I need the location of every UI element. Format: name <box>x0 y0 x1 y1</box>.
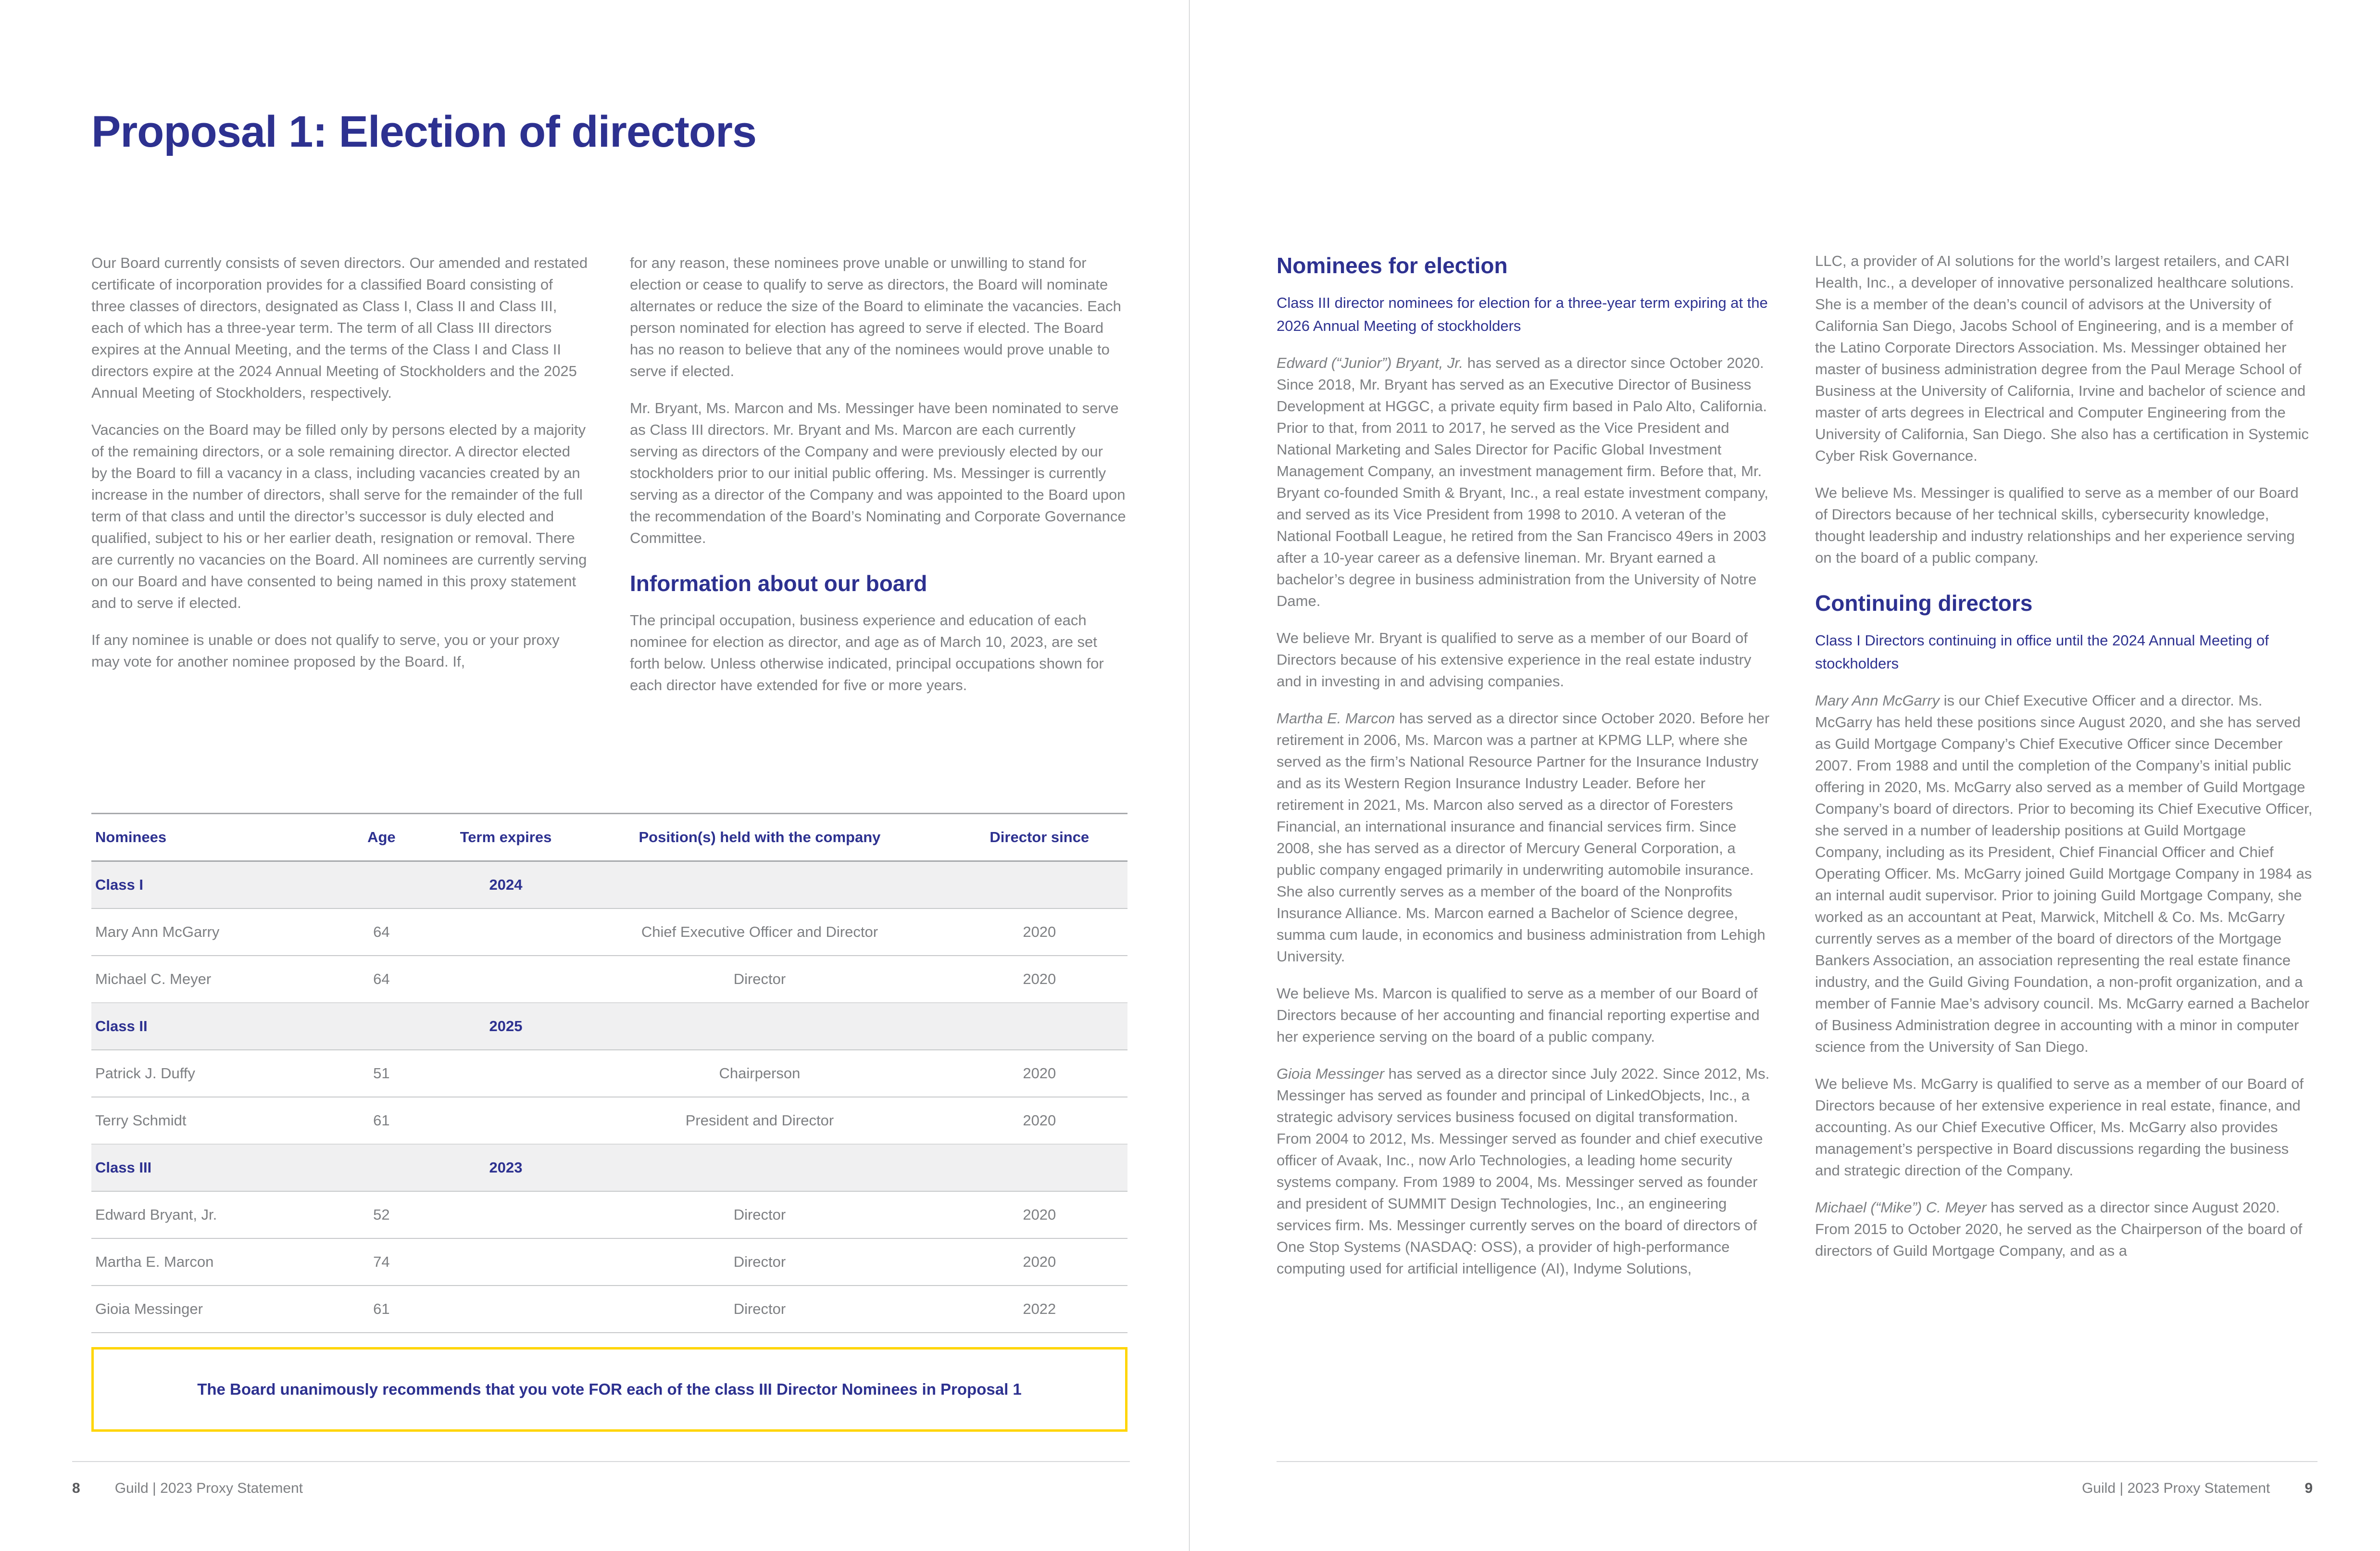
table-row <box>91 908 1127 956</box>
left-page-column-1 <box>91 252 589 711</box>
paragraph-text: We believe Mr. Bryant is qualified to serve as a member of our Board of Directors because of his extensive experience in the real estate industry and in investing in and advising companies. <box>1277 630 1752 690</box>
paragraph <box>630 397 1127 549</box>
section-heading-continuing: Continuing directors <box>1815 591 2033 616</box>
subheading-class-iii-nominees: Class III director nominees for election for a three-year term expiring at the 2026 Annual Meeting of stockholders <box>1277 294 1768 334</box>
paragraph-text: has served as a director since October 2020. Since 2018, Mr. Bryant has served as an Executive Director of Business Development at HGGC, a private equity firm based in Palo Alto, California. Prior to that, from 2011 to 2017, he served as the Vice President and National Marketing and Sales Director for Pacific Global Investment Management Company, an investment management firm. Before that, Mr. Bryant co-founded Smith & Bryant, Inc., a real estate investment company, and served as its Vice President from 1998 to 2010. A veteran of the National Football League, he retired from the San Francisco 49ers in 2003 after a 10-year career as a defensive lineman. Mr. Bryant earned a bachelor’s degree in business administration from the University of Notre Dame. <box>1277 354 1768 609</box>
paragraph <box>1815 482 2313 568</box>
paragraph <box>630 252 1127 382</box>
cell-age: 74 <box>319 1238 444 1286</box>
cell-name: Martha E. Marcon <box>91 1238 319 1286</box>
class-label: Class II <box>91 1003 319 1050</box>
cell-name: Gioia Messinger <box>91 1286 319 1333</box>
class-label: Class III <box>91 1144 319 1191</box>
cell-since: 2020 <box>952 1097 1127 1144</box>
footer-label: Guild | 2023 Proxy Statement <box>2081 1480 2270 1496</box>
table-header-row <box>91 814 1127 861</box>
paragraph-text: has served as a director since August 2020. From 2015 to October 2020, he served as the Chairperson of the board of directors of Guild Mortgage Company, and as a <box>1815 1199 2303 1259</box>
right-page-column-1 <box>1277 250 1774 1295</box>
page-title: Proposal 1: Election of directors <box>91 107 757 156</box>
paragraph <box>1277 627 1774 692</box>
cell-position: President and Director <box>568 1097 951 1144</box>
cell-since: 2020 <box>952 1238 1127 1286</box>
paragraph <box>91 419 589 614</box>
class-label: Class I <box>91 861 319 909</box>
directors-table <box>91 813 1127 1333</box>
paragraph <box>1277 983 1774 1047</box>
paragraph-text: has served as a director since July 2022. Since 2012, Ms. Messinger has served as founder and principal of LinkedObjects, Inc., a strategic advisory services business focused on digital transformation. From 2004 to 2012, Ms. Messinger served as founder and chief executive officer of Avaak, Inc., now Arlo Technologies, a leading home security systems company. From 1989 to 2004, Ms. Messinger served as founder and president of SUMMIT Design Technologies, Inc., an engineering services firm. Ms. Messinger currently serves on the board of directors of One Stop Systems (NASDAQ: OSS), a provider of high-performance computing used for artificial intelligence (AI), Indyme Solutions, <box>1277 1065 1770 1277</box>
footer-rule <box>72 1461 1130 1462</box>
page-number: 8 <box>72 1480 80 1496</box>
cell-age: 61 <box>319 1097 444 1144</box>
cell-since: 2022 <box>952 1286 1127 1333</box>
footer-rule <box>1277 1461 2317 1462</box>
cell-position: Director <box>568 1286 951 1333</box>
column-header-position: Position(s) held with the company <box>568 814 951 861</box>
paragraph <box>91 629 589 672</box>
column-header-director-since: Director since <box>952 814 1127 861</box>
table-row <box>91 1238 1127 1286</box>
recommendation-box <box>91 1347 1127 1432</box>
cell-position: Director <box>568 1191 951 1238</box>
paragraph-text: for any reason, these nominees prove unable or unwilling to stand for election or cease to qualify to serve as directors, the Board will nominate alternates or reduce the size of the Board to eliminate the vacancies. Each person nominated for election has agreed to serve if elected. The Board has no reason to believe that any of the nominees would prove unable to serve if elected. <box>630 254 1121 379</box>
cell-since: 2020 <box>952 1191 1127 1238</box>
paragraph <box>1815 250 2313 467</box>
page-left <box>0 0 1189 1551</box>
paragraph-text: Vacancies on the Board may be filled only by persons elected by a majority of the remaining directors, or a sole remaining director. A director elected by the Board to fill a vacancy in a class, including vacancies created by an increase in the number of directors, shall serve for the remainder of the full term of that class and until the director’s successor is duly elected and qualified, subject to his or her earlier death, resignation or removal. There are currently no vacancies on the Board. All nominees are currently serving on our Board and have consented to being named in this proxy statement and to serve if elected. <box>91 421 587 611</box>
cell-position: Chief Executive Officer and Director <box>568 908 951 956</box>
table-row <box>91 1191 1127 1238</box>
page-number: 9 <box>2305 1480 2313 1496</box>
column-header-term-expires: Term expires <box>444 814 568 861</box>
page-right <box>1190 0 2380 1551</box>
paragraph-text: Our Board currently consists of seven directors. Our amended and restated certificate of incorporation provides for a classified Board consisting of three classes of directors, designated as Class I, Class II and Class III, each of which has a three-year term. The term of all Class III directors expires at the Annual Meeting, and the terms of the Class I and Class II directors expire at the 2024 Annual Meeting of Stockholders and the 2025 Annual Meeting of Stockholders, respectively. <box>91 254 588 401</box>
director-name: Martha E. Marcon <box>1277 710 1395 727</box>
column-header-age: Age <box>319 814 444 861</box>
cell-age: 64 <box>319 908 444 956</box>
cell-age: 52 <box>319 1191 444 1238</box>
paragraph-text: The principal occupation, business experience and education of each nominee for election as director, and age as of March 10, 2023, are set forth below. Unless otherwise indicated, principal occupations shown for each director have extended for five or more years. <box>630 612 1104 694</box>
paragraph <box>1815 1073 2313 1181</box>
cell-name: Edward Bryant, Jr. <box>91 1191 319 1238</box>
director-name: Mary Ann McGarry <box>1815 692 1940 709</box>
paragraph <box>1277 707 1774 967</box>
paragraph-text: We believe Ms. Marcon is qualified to serve as a member of our Board of Directors because of her accounting and financial reporting expertise and her experience serving on the board of a public company. <box>1277 985 1760 1045</box>
section-heading-nominees: Nominees for election <box>1277 253 1508 278</box>
cell-position: Director <box>568 1238 951 1286</box>
paragraph <box>630 609 1127 696</box>
director-name: Michael (“Mike”) C. Meyer <box>1815 1199 1987 1216</box>
left-page-columns <box>91 252 1127 711</box>
cell-name: Terry Schmidt <box>91 1097 319 1144</box>
right-page-columns <box>1277 250 2313 1295</box>
cell-name: Michael C. Meyer <box>91 956 319 1003</box>
cell-name: Patrick J. Duffy <box>91 1050 319 1097</box>
class-term: 2023 <box>444 1144 568 1191</box>
class-term: 2025 <box>444 1003 568 1050</box>
class-term: 2024 <box>444 861 568 909</box>
class-band-row <box>91 1003 1127 1050</box>
paragraph-text: Mr. Bryant, Ms. Marcon and Ms. Messinger have been nominated to serve as Class III directors. Mr. Bryant and Ms. Marcon are each currently serving as directors of the Company and were previously elected by our stockholders prior to our initial public offering. Ms. Messinger is currently serving as a director of the Company and was appointed to the Board upon the recommendation of the Board’s Nominating and Corporate Governance Committee. <box>630 400 1126 546</box>
cell-age: 51 <box>319 1050 444 1097</box>
paragraph <box>1815 690 2313 1058</box>
paragraph-text: has served as a director since October 2020. Before her retirement in 2006, Ms. Marcon was a partner at KPMG LLP, where she served as the firm’s National Resource Partner for the Insurance Industry and as its Western Region Insurance Industry Leader. Before her retirement in 2021, Ms. Marcon also served as a director of Foresters Financial, an international insurance and financial services firm. Since 2008, she has served as a director of Mercury General Corporation, a public company engaged primarily in underwriting automobile insurance. She also currently serves as a member of the board of the Nonprofits Insurance Alliance. Ms. Marcon earned a Bachelor of Science degree, summa cum laude, in economics and business administration from Lehigh University. <box>1277 710 1770 965</box>
paragraph-text: We believe Ms. Messinger is qualified to serve as a member of our Board of Directors because of her technical skills, cybersecurity knowledge, thought leadership and industry relationships and her experience serving on the board of a public company. <box>1815 484 2299 566</box>
class-band-row <box>91 1144 1127 1191</box>
left-page-column-2 <box>630 252 1127 711</box>
cell-since: 2020 <box>952 908 1127 956</box>
footer-label: Guild | 2023 Proxy Statement <box>114 1480 303 1496</box>
paragraph <box>91 252 589 404</box>
cell-position: Chairperson <box>568 1050 951 1097</box>
class-band-row <box>91 861 1127 909</box>
page-footer <box>2082 1480 2313 1497</box>
paragraph-text: We believe Ms. McGarry is qualified to serve as a member of our Board of Directors because of her extensive experience in real estate, finance, and accounting. As our Chief Executive Officer, Ms. McGarry also provides management’s perspective in Board discussions regarding the business and strategic direction of the Company. <box>1815 1075 2304 1179</box>
cell-name: Mary Ann McGarry <box>91 908 319 956</box>
paragraph <box>1815 1197 2313 1261</box>
paragraph <box>1277 1063 1774 1279</box>
table-row <box>91 1050 1127 1097</box>
recommendation-text: The Board unanimously recommends that you vote FOR each of the class III Director Nominees in Proposal 1 <box>197 1380 1022 1398</box>
cell-age: 64 <box>319 956 444 1003</box>
director-name: Edward (“Junior”) Bryant, Jr. <box>1277 354 1464 371</box>
cell-since: 2020 <box>952 956 1127 1003</box>
page-footer <box>72 1480 303 1497</box>
cell-since: 2020 <box>952 1050 1127 1097</box>
paragraph-text: If any nominee is unable or does not qualify to serve, you or your proxy may vote for another nominee proposed by the Board. If, <box>91 631 560 670</box>
cell-position: Director <box>568 956 951 1003</box>
subheading-class-i-continuing: Class I Directors continuing in office until the 2024 Annual Meeting of stockholders <box>1815 632 2269 672</box>
paragraph <box>1277 352 1774 612</box>
table-row <box>91 956 1127 1003</box>
table-row <box>91 1097 1127 1144</box>
section-heading-information: Information about our board <box>630 571 927 596</box>
table-row <box>91 1286 1127 1333</box>
right-page-column-2 <box>1815 250 2313 1295</box>
director-name: Gioia Messinger <box>1277 1065 1384 1082</box>
column-header-nominees: Nominees <box>91 814 319 861</box>
paragraph-text: LLC, a provider of AI solutions for the world’s largest retailers, and CARI Health, Inc., a developer of innovative personalized healthcare solutions. She is a member of the dean’s council of advisors at the University of California San Diego, Jacobs School of Engineering, and is a member of the Latino Corporate Directors Association. Ms. Messinger obtained her master of business administration degree from the Paul Merage School of Business at the University of California, Irvine and bachelor of science and master of arts degrees in Electrical and Computer Engineering from the University of California, San Diego. She also has a certification in Systemic Cyber Risk Governance. <box>1815 252 2309 464</box>
paragraph-text: is our Chief Executive Officer and a director. Ms. McGarry has held these positions since August 2020, and she has served as Guild Mortgage Company’s Chief Executive Officer since December 2007. From 1988 and until the completion of the Company’s initial public offering in 2020, Ms. McGarry also served as a member of Guild Mortgage Company’s board of directors. Prior to becoming its Chief Executive Officer, she served in a number of leadership positions at Guild Mortgage Company, including as its President, Chief Financial Officer and Chief Operating Officer. Ms. McGarry joined Guild Mortgage Company in 1984 as an internal audit supervisor. Prior to joining Guild Mortgage Company, she worked as an accountant at Peat, Marwick, Mitchell & Co. Ms. McGarry currently serves as a member of the board of directors of the Mortgage Bankers Association, an association representing the real estate finance industry, and the Guild Giving Foundation, a non-profit organization, and a member of Fannie Mae’s advisory council. Ms. McGarry earned a Bachelor of Business Administration degree in accounting with a minor in computer science from the University of San Diego. <box>1815 692 2313 1055</box>
cell-age: 61 <box>319 1286 444 1333</box>
